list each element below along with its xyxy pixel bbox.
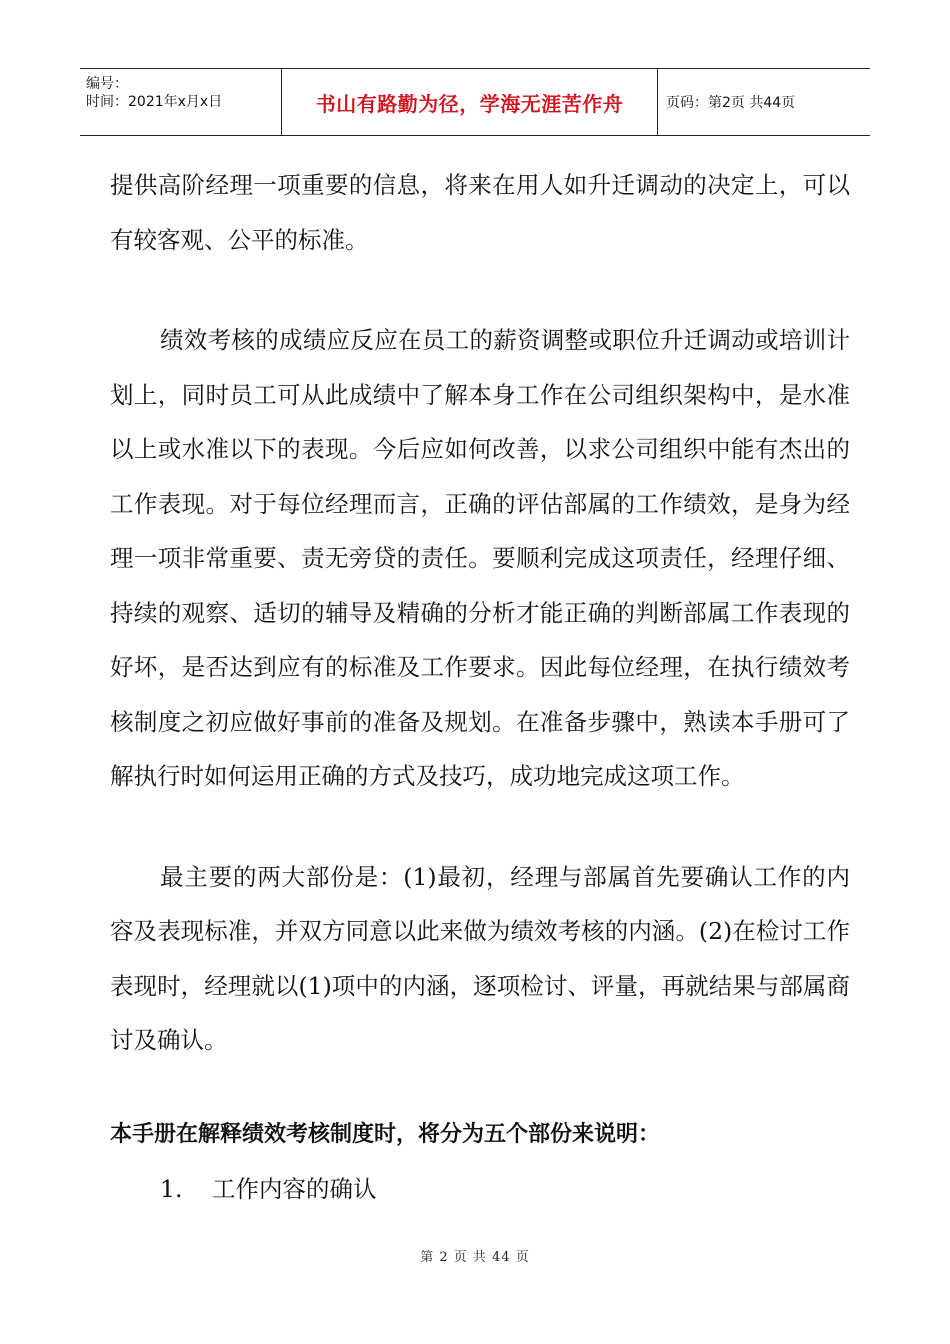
header-page-info: 页码：第2页 共44页 bbox=[666, 95, 796, 111]
number-label: 编号： bbox=[86, 76, 128, 92]
header-motto: 书山有路勤为径，学海无涯苦作舟 bbox=[282, 69, 658, 135]
section-heading: 本手册在解释绩效考核制度时，将分为五个部份来说明： bbox=[110, 1121, 661, 1147]
list-item-number: 1. bbox=[160, 1174, 183, 1203]
page-footer: 第 2 页 共 44 页 bbox=[420, 1250, 530, 1265]
paragraph-2: 绩效考核的成绩应反应在员工的薪资调整或职位升迁调动或培训计划上，同时员工可从此成绩中了解本身工作在公司组织架构中，是水准以上或水准以下的表现。今后应如何改善，以求公司组织中能有杰出的工作表现。对于每位经理而言，正确的评估部属的工作绩效，是身为经理一项非常重要、责无旁贷的责任。要顺利完成这项责任，经理仔细、持续的观察、适切的辅导及精确的分析才能正确的判断部属工作表现的好坏，是否达到应有的标准及工作要求。因此每位经理，在执行绩效考核制度之初应做好事前的准备及规划。在准备步骤中，熟读本手册可了解执行时如何运用正确的方式及技巧，成功地完成这项工作。 bbox=[110, 326, 850, 790]
header-meta bbox=[80, 69, 282, 135]
page-header bbox=[80, 68, 870, 136]
time-label: 时间：2021年x月x日 bbox=[86, 94, 223, 110]
paragraph-3: 最主要的两大部份是：(1)最初，经理与部属首先要确认工作的内容及表现标准，并双方同意以此来做为绩效考核的内涵。(2)在检讨工作表现时，经理就以(1)项中的内涵，逐项检讨、评量，再就结果与部属商讨及确认。 bbox=[110, 862, 850, 1054]
list-item bbox=[110, 1162, 850, 1216]
document-body bbox=[110, 158, 850, 1216]
paragraph-1: 提供高阶经理一项重要的信息，将来在用人如升迁调动的决定上，可以有较客观、公平的标准。 bbox=[110, 171, 850, 254]
list-item-text: 工作内容的确认 bbox=[212, 1174, 377, 1203]
